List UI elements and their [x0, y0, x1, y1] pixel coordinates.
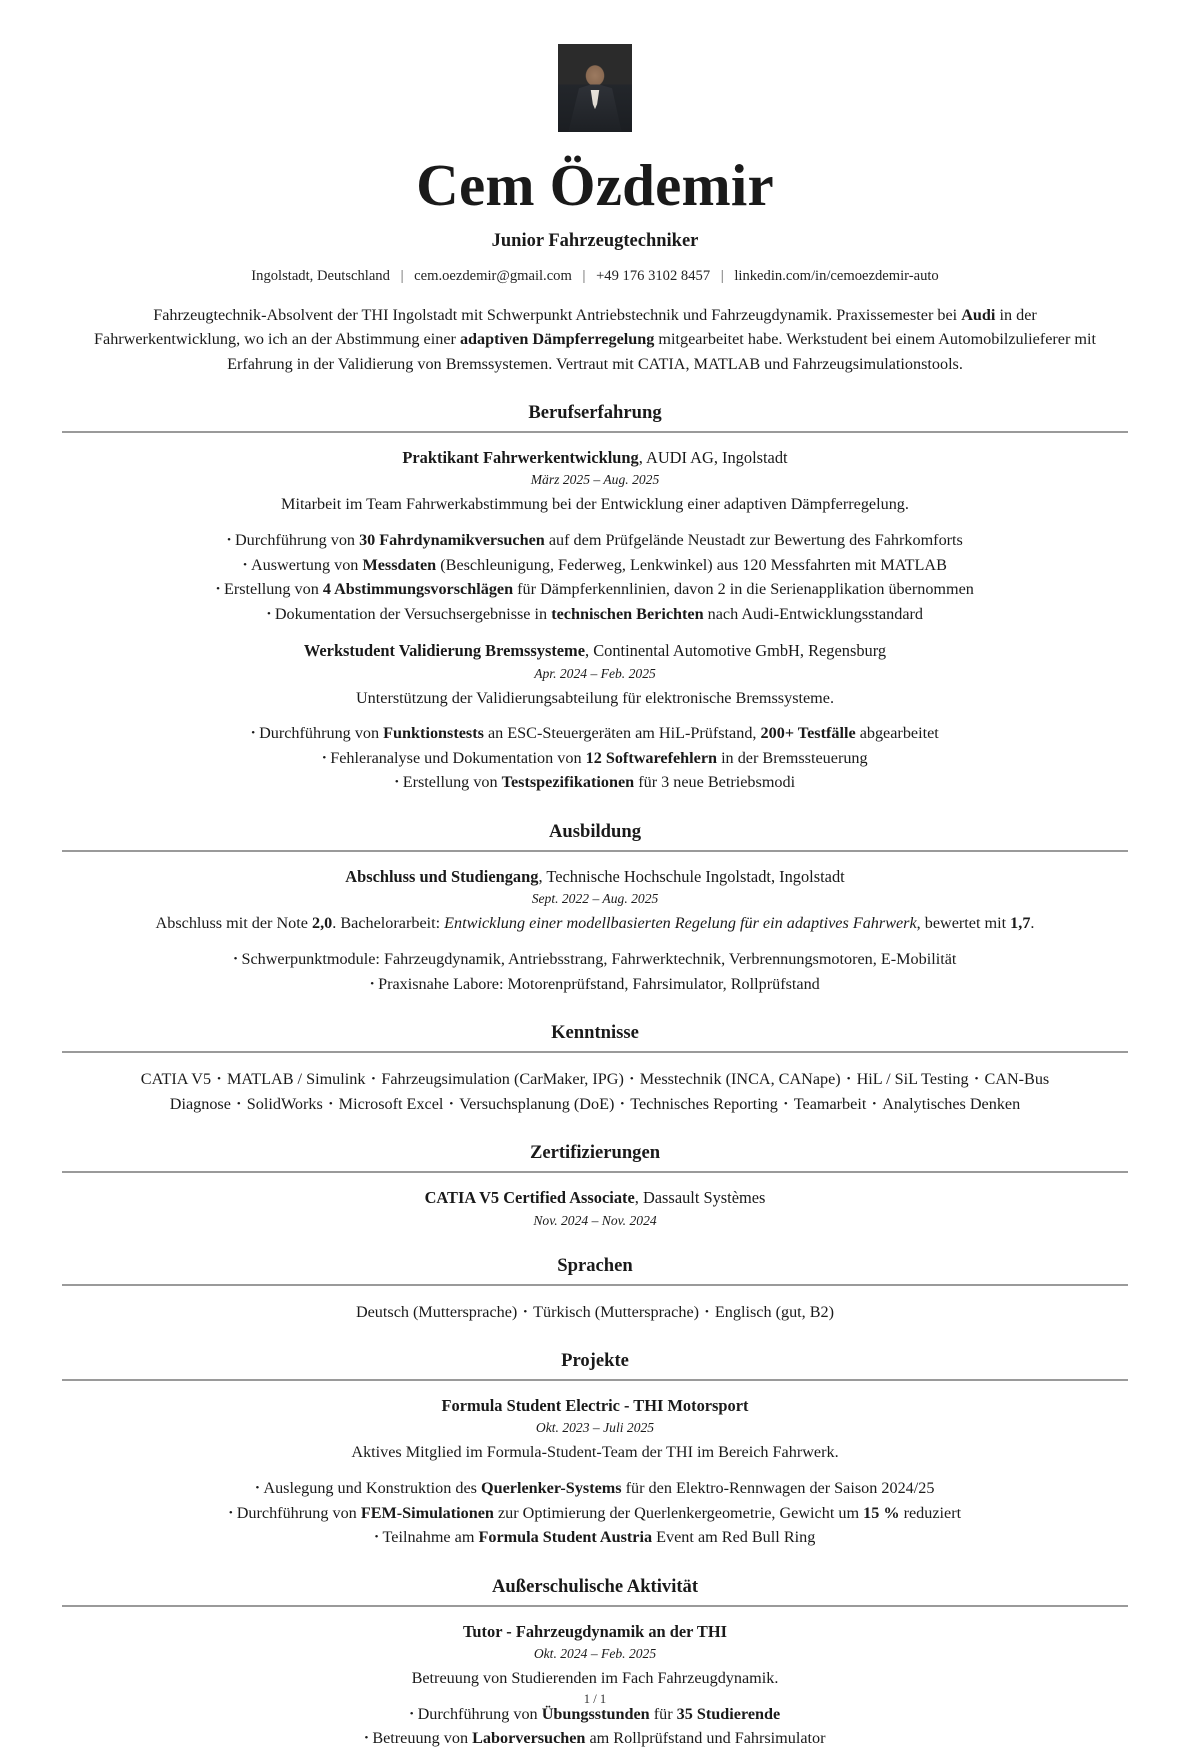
- section-title: Ausbildung: [549, 821, 641, 843]
- resume-section: [62, 821, 1128, 996]
- resume-entry: [62, 1621, 1128, 1751]
- entry-date-range: Okt. 2023 – Juli 2025: [535, 1420, 655, 1436]
- bullet-item: • Auswertung von Messdaten (Beschleunigung, Federweg, Lenkwinkel) aus 120 Messfahrten mit MATLAB: [243, 555, 947, 574]
- entry-description: Mitarbeit im Team Fahrwerkabstimmung bei der Entwicklung einer adaptiven Dämpferregelung.: [281, 495, 909, 514]
- bullet-item: • Auslegung und Konstruktion des Querlenker-Systems für den Elektro-Rennwagen der Saison 2024/25: [255, 1478, 935, 1497]
- entry-description: Abschluss mit der Note 2,0. Bachelorarbeit: Entwicklung einer modellbasierten Regelung für ein adaptives Fahrwerk, bewertet mit 1,7.: [155, 914, 1035, 933]
- bullet-separator-icon: •: [629, 1073, 634, 1086]
- resume-section: [62, 402, 1128, 795]
- bullet-icon: •: [370, 977, 375, 990]
- resume-section: [62, 1142, 1128, 1228]
- bullet-item: • Schwerpunktmodule: Fahrzeugdynamik, Antriebsstrang, Fahrwerktechnik, Verbrennungsmotoren, E-Mobilität: [233, 949, 957, 968]
- section-divider: [62, 850, 1128, 852]
- section-divider: [62, 1379, 1128, 1381]
- bullet-item: • Praxisnahe Labore: Motorenprüfstand, Fahrsimulator, Rollprüfstand: [370, 974, 820, 993]
- bullet-item: • Teilnahme am Formula Student Austria Event am Red Bull Ring: [374, 1528, 816, 1547]
- list-item: MATLAB / Simulink: [226, 1070, 366, 1089]
- bullet-item: • Durchführung von Funktionstests an ESC-Steuergeräten am HiL-Prüfstand, 200+ Testfälle abgearbeitet: [251, 724, 939, 743]
- entry-date-range: Apr. 2024 – Feb. 2025: [534, 665, 656, 681]
- bullet-list: [62, 528, 1128, 627]
- bullet-item: • Betreuung von Laborversuchen am Rollprüfstand und Fahrsimulator: [364, 1729, 826, 1748]
- list-item: Microsoft Excel: [338, 1094, 444, 1113]
- contact-separator: |: [720, 268, 724, 285]
- bullet-icon: •: [364, 1732, 369, 1745]
- bullet-separator-icon: •: [872, 1097, 877, 1110]
- bullet-separator-icon: •: [523, 1305, 528, 1318]
- bullet-icon: •: [228, 1506, 233, 1519]
- bullet-item: • Durchführung von FEM-Simulationen zur Optimierung der Querlenkergeometrie, Gewicht um 15 % reduziert: [228, 1503, 962, 1522]
- bullet-item: • Fehleranalyse und Dokumentation von 12 Softwarefehlern in der Bremssteuerung: [322, 748, 868, 767]
- contact-line: [62, 268, 1128, 285]
- entry-date-range: Nov. 2024 – Nov. 2024: [533, 1212, 657, 1228]
- list-item: Messtechnik (INCA, CANape): [639, 1070, 841, 1089]
- resume-entry: [62, 1395, 1128, 1550]
- list-item: CATIA V5: [140, 1070, 212, 1089]
- list-item: SolidWorks: [246, 1094, 323, 1113]
- bullet-item: • Durchführung von 30 Fahrdynamikversuchen auf dem Prüfgelände Neustadt zur Bewertung des Fahrkomforts: [227, 530, 963, 549]
- section-title: Berufserfahrung: [528, 402, 662, 424]
- bullet-separator-icon: •: [705, 1305, 709, 1318]
- bullet-icon: •: [409, 1707, 414, 1720]
- bullet-list: [62, 1476, 1128, 1550]
- resume-section: [62, 1576, 1128, 1751]
- avatar: [558, 44, 632, 132]
- sections-container: [62, 402, 1128, 1751]
- entry-description: Aktives Mitglied im Formula-Student-Team der THI im Bereich Fahrwerk.: [351, 1443, 839, 1462]
- list-item: Englisch (gut, B2): [714, 1302, 835, 1321]
- bullet-separator-icon: •: [371, 1073, 376, 1086]
- contact-email[interactable]: cem.oezdemir@gmail.com: [414, 268, 572, 285]
- entry-description: Unterstützung der Validierungsabteilung für elektronische Bremssysteme.: [355, 688, 834, 707]
- resume-section: [62, 1255, 1128, 1325]
- section-title: Außerschulische Aktivität: [491, 1575, 699, 1597]
- bullet-separator-icon: •: [236, 1097, 241, 1110]
- inline-item-list: [62, 1067, 1128, 1116]
- bullet-icon: •: [233, 952, 238, 965]
- resume-section: [62, 1022, 1128, 1116]
- entry-date-range: Okt. 2024 – Feb. 2025: [533, 1645, 657, 1661]
- resume-entry: [62, 640, 1128, 795]
- contact-separator: |: [582, 268, 586, 285]
- professional-summary: Fahrzeugtechnik-Absolvent der THI Ingolstadt mit Schwerpunkt Antriebstechnik und Fahrzeugdynamik. Praxissemester bei Audi in der Fahrwerkentwicklung, wo ich an der Abstimmung einer adaptiven Dämpferregelung mitgearbeitet habe. Werkstudent bei einem Automobilzulieferer mit Erfahrung in der Validierung von Bremssystemen. Vertraut mit CATIA, MATLAB und Fahrzeugsimulationstools.: [94, 306, 1096, 373]
- bullet-icon: •: [255, 1481, 260, 1494]
- entry-date-range: März 2025 – Aug. 2025: [530, 472, 660, 488]
- list-item: Deutsch (Muttersprache): [355, 1302, 518, 1321]
- section-title: Projekte: [561, 1350, 629, 1372]
- section-divider: [62, 431, 1128, 433]
- bullet-icon: •: [251, 727, 256, 740]
- section-divider: [62, 1605, 1128, 1607]
- resume-entry: [62, 866, 1128, 996]
- list-item: Teamarbeit: [793, 1094, 867, 1113]
- bullet-list: [62, 721, 1128, 795]
- bullet-icon: •: [394, 776, 399, 789]
- entry-date-range: Sept. 2022 – Aug. 2025: [531, 891, 659, 907]
- bullet-item: • Durchführung von Übungsstunden für 35 Studierende: [409, 1704, 781, 1723]
- contact-linkedin[interactable]: linkedin.com/in/cemoezdemir-auto: [734, 268, 939, 285]
- section-divider: [62, 1284, 1128, 1286]
- bullet-separator-icon: •: [328, 1097, 333, 1110]
- resume-entry: [62, 447, 1128, 626]
- bullet-separator-icon: •: [449, 1097, 454, 1110]
- entry-title: CATIA V5 Certified Associate, Dassault Systèmes: [424, 1188, 766, 1208]
- entry-description: Betreuung von Studierenden im Fach Fahrzeugdynamik.: [411, 1668, 779, 1687]
- entry-title: Tutor - Fahrzeugdynamik an der THI: [463, 1621, 727, 1641]
- list-item: Türkisch (Muttersprache): [533, 1302, 700, 1321]
- page-title: Cem Özdemir: [416, 152, 774, 218]
- photo-container: [62, 44, 1128, 137]
- section-title: Kenntnisse: [551, 1022, 639, 1044]
- bullet-separator-icon: •: [974, 1073, 979, 1086]
- list-item: Fahrzeugsimulation (CarMaker, IPG): [381, 1070, 624, 1089]
- bullet-separator-icon: •: [620, 1097, 625, 1110]
- bullet-item: • Dokumentation der Versuchsergebnisse in technischen Berichten nach Audi-Entwicklungsstandard: [266, 604, 923, 623]
- bullet-list: [62, 947, 1128, 996]
- list-item: HiL / SiL Testing: [856, 1070, 969, 1089]
- section-divider: [62, 1171, 1128, 1173]
- resume-entry: [62, 1187, 1128, 1228]
- entry-title: Abschluss und Studiengang, Technische Hochschule Ingolstadt, Ingolstadt: [345, 867, 845, 887]
- bullet-icon: •: [322, 751, 327, 764]
- entry-title: Werkstudent Validierung Bremssysteme, Continental Automotive GmbH, Regensburg: [303, 641, 887, 661]
- bullet-separator-icon: •: [783, 1097, 788, 1110]
- list-item: Technisches Reporting: [630, 1094, 778, 1113]
- entry-title: Praktikant Fahrwerkentwicklung, AUDI AG, Ingolstadt: [402, 448, 788, 468]
- job-headline: Junior Fahrzeugtechniker: [491, 231, 699, 252]
- bullet-separator-icon: •: [217, 1073, 221, 1086]
- section-title: Sprachen: [557, 1254, 633, 1276]
- list-item: Analytisches Denken: [882, 1094, 1021, 1113]
- section-title: Zertifizierungen: [529, 1142, 661, 1164]
- bullet-icon: •: [227, 533, 231, 546]
- bullet-icon: •: [216, 583, 220, 596]
- resume-section: [62, 1350, 1128, 1550]
- entry-title: Formula Student Electric - THI Motorsport: [441, 1396, 749, 1416]
- bullet-list: [62, 1702, 1128, 1751]
- bullet-item: • Erstellung von Testspezifikationen für 3 neue Betriebsmodi: [394, 773, 796, 792]
- section-divider: [62, 1051, 1128, 1053]
- bullet-icon: •: [374, 1531, 379, 1544]
- list-item: CAN-Bus Diagnose: [169, 1070, 1050, 1113]
- contact-separator: |: [400, 268, 404, 285]
- bullet-separator-icon: •: [846, 1073, 851, 1086]
- contact-phone[interactable]: +49 176 3102 8457: [596, 268, 711, 285]
- bullet-item: • Erstellung von 4 Abstimmungsvorschlägen für Dämpferkennlinien, davon 2 in die Serienapplikation übernommen: [216, 580, 974, 599]
- bullet-icon: •: [266, 607, 271, 620]
- inline-item-list: [62, 1300, 1128, 1325]
- list-item: Versuchsplanung (DoE): [459, 1094, 615, 1113]
- bullet-icon: •: [243, 558, 247, 571]
- page-footer: 1 / 1: [583, 1691, 607, 1706]
- contact-location: Ingolstadt, Deutschland: [251, 268, 390, 285]
